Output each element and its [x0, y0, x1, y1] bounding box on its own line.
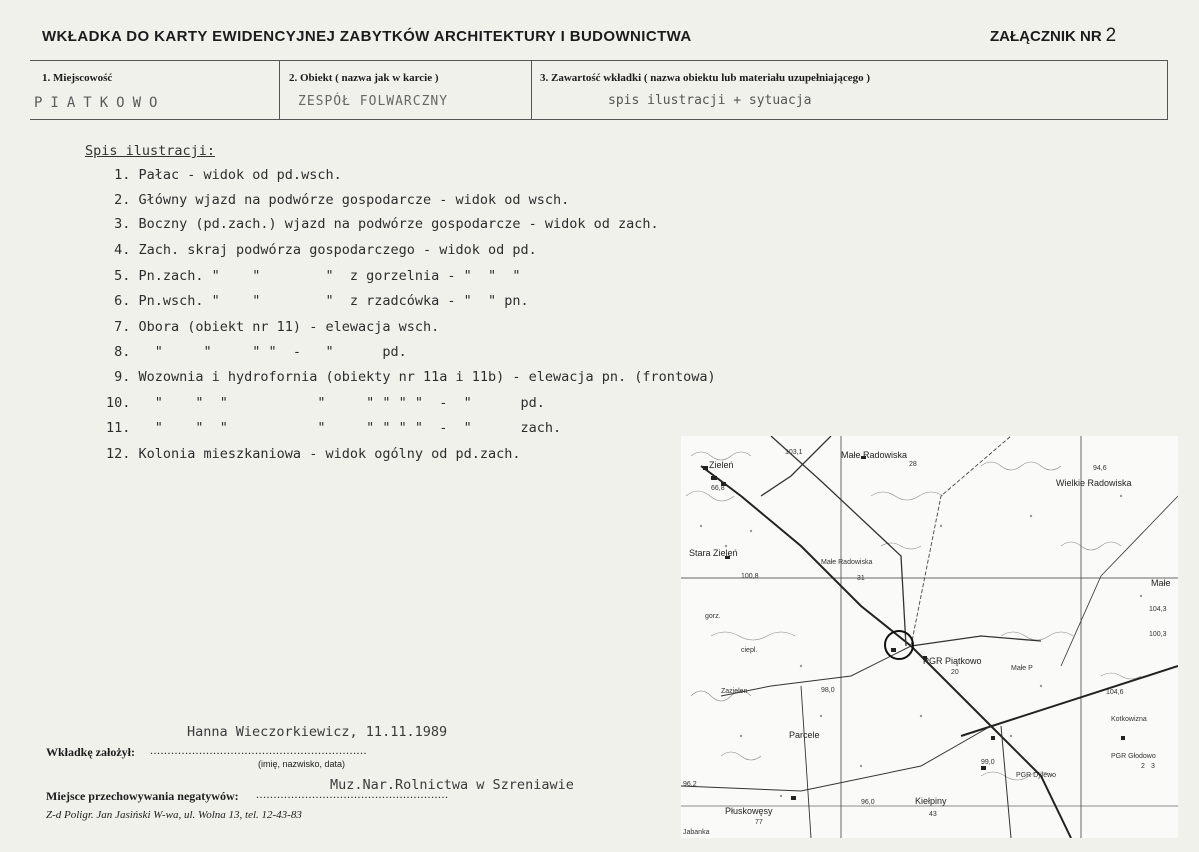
list-item: 5. Pn.zach. " " " z gorzelnia - " " " — [106, 268, 521, 284]
object-label: 2. Obiekt ( nazwa jak w karcie ) — [289, 72, 439, 84]
map-label-kotkowizna: Kotkowizna — [1111, 716, 1147, 723]
elevation-label: 77 — [755, 819, 763, 826]
table-bottom-border — [30, 119, 1167, 120]
elevation-label: 100,8 — [741, 573, 759, 580]
elevation-label: 3 — [1151, 763, 1155, 770]
list-item: 4. Zach. skraj podwórza gospodarczego - widok od pd. — [106, 242, 537, 258]
map-label-kielpiny: Kiełpiny — [915, 796, 947, 806]
situation-map — [681, 436, 1178, 838]
annex-label-text: ZAŁĄCZNIK NR — [990, 28, 1102, 45]
map-label-male-p: Małe P — [1011, 665, 1033, 672]
elevation-label: 98,0 — [821, 687, 835, 694]
list-item: 9. Wozownia i hydrofornia (obiekty nr 11a i 11b) - elewacja pn. (frontowa) — [106, 369, 716, 385]
elevation-label: 104,3 — [1149, 606, 1167, 613]
elevation-label: 66,8 — [711, 485, 725, 492]
storage-typed: Muz.Nar.Rolnictwa w Szreniawie — [330, 777, 574, 793]
map-label-male-radowiska: Małe Radowiska — [841, 450, 908, 460]
elevation-label: 104,6 — [1106, 689, 1124, 696]
printer-imprint: Z-d Poligr. Jan Jasiński W-wa, ul. Wolna 13, tel. 12-43-83 — [46, 809, 302, 821]
list-item: 7. Obora (obiekt nr 11) - elewacja wsch. — [106, 319, 440, 335]
list-item: 6. Pn.wsch. " " " z rzadcówka - " " pn. — [106, 293, 529, 309]
founder-label: Wkładkę założył: — [46, 745, 135, 759]
map-label-pgr-glodowo: PGR Głodowo — [1111, 753, 1156, 760]
map-label-jabanka: Jabanka — [683, 829, 710, 836]
list-item: 1. Pałac - widok od pd.wsch. — [106, 167, 342, 183]
list-item: 3. Boczny (pd.zach.) wjazd na podwórze gospodarcze - widok od zach. — [106, 216, 659, 232]
annex-label — [990, 25, 1116, 47]
elevation-label: 103,1 — [785, 449, 803, 456]
topographic-map-image — [681, 436, 1178, 838]
map-label-male: Małe — [1151, 578, 1171, 588]
table-divider-1 — [279, 60, 280, 120]
list-item: 8. " " " " - " pd. — [106, 344, 407, 360]
map-label-zazielen: Zazielen — [721, 688, 748, 695]
founder-typed: Hanna Wieczorkiewicz, 11.11.1989 — [187, 724, 448, 740]
table-top-border — [30, 60, 1167, 61]
map-label-zielen: Zieleń — [709, 460, 734, 470]
map-label-pgr-dylewo: PGR Dylewo — [1016, 772, 1057, 779]
storage-dots: ....................................................... — [256, 787, 449, 801]
elevation-label: 2 — [1141, 763, 1145, 770]
table-divider-2 — [531, 60, 532, 120]
content-label: 3. Zawartość wkładki ( nazwa obiektu lub materiału uzupełniającego ) — [540, 72, 871, 84]
map-label-stara-zielen: Stara Zieleń — [689, 548, 738, 558]
elevation-label: 94,6 — [1093, 465, 1107, 472]
elevation-label: 31 — [857, 575, 865, 582]
list-item: 11. " " " " " " " " - " zach. — [106, 420, 562, 436]
elevation-label: 28 — [909, 461, 917, 468]
map-label-pluskowesy: Płuskowęsy — [725, 806, 773, 816]
place-label: 1. Miejscowość — [42, 72, 113, 84]
table-right-border — [1167, 60, 1168, 120]
map-label-male-radowiska-small: Małe Radowiska — [821, 559, 873, 566]
card-title: WKŁADKA DO KARTY EWIDENCYJNEJ ZABYTKÓW ARCHITEKTURY I BUDOWNICTWA — [42, 28, 692, 45]
list-item: 2. Główny wjazd na podwórze gospodarcze - widok od wsch. — [106, 192, 570, 208]
map-label-pgr-piatkowo: PGR Piątkowo — [923, 656, 982, 666]
map-label-parcele: Parcele — [789, 730, 820, 740]
elevation-label: 43 — [929, 811, 937, 818]
map-label-gorz: gorz. — [705, 613, 721, 620]
elevation-label: 96,0 — [861, 799, 875, 806]
list-item: 10. " " " " " " " " - " pd. — [106, 395, 545, 411]
elevation-label: 100,3 — [1149, 631, 1167, 638]
map-label-ciepl: ciepl. — [741, 647, 758, 654]
map-label-wielkie-radowiska: Wielkie Radowiska — [1056, 478, 1132, 488]
content-value: spis ilustracji + sytuacja — [608, 93, 812, 108]
storage-label: Miejsce przechowywania negatywów: — [46, 789, 239, 803]
illustrations-heading: Spis ilustracji: — [85, 143, 216, 159]
place-value: PIATKOWO — [34, 95, 166, 111]
founder-dots: .............................................................. — [150, 743, 367, 757]
annex-number: 2 — [1105, 25, 1117, 46]
elevation-label: 20 — [951, 669, 959, 676]
founder-hint: (imię, nazwisko, data) — [258, 759, 346, 769]
elevation-label: 96,2 — [683, 781, 697, 788]
list-item: 12. Kolonia mieszkaniowa - widok ogólny od pd.zach. — [106, 446, 521, 462]
elevation-label: 99,0 — [981, 759, 995, 766]
object-value: ZESPÓŁ FOLWARCZNY — [298, 94, 449, 109]
